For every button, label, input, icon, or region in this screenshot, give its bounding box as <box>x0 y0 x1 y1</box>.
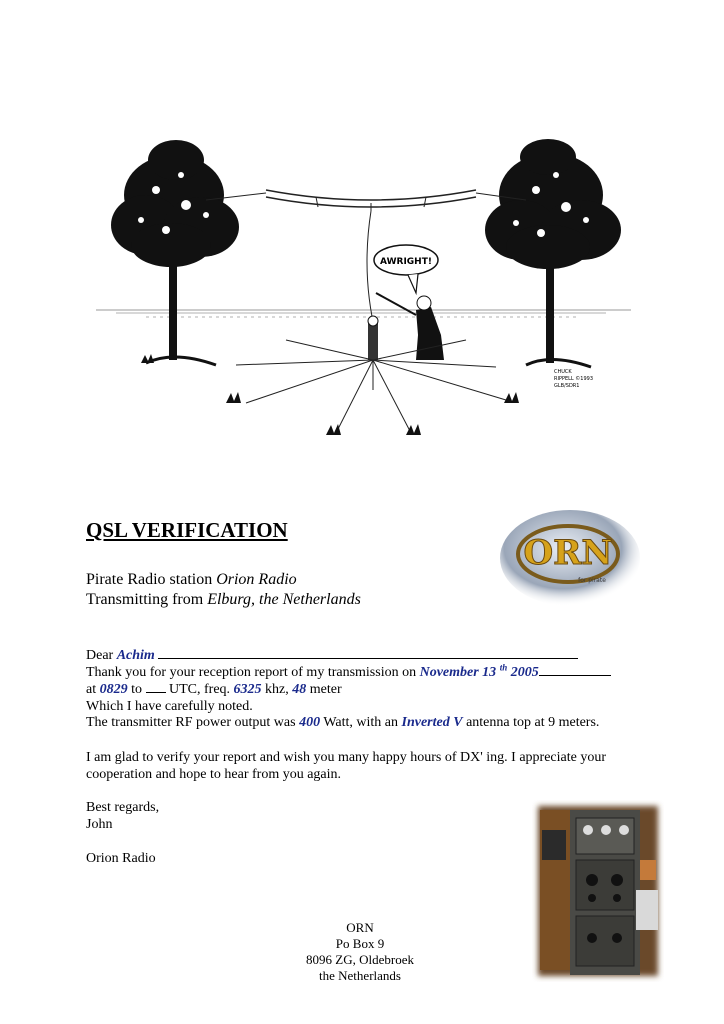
meter-band-value: 48 <box>292 682 307 697</box>
logo-subtext: for pirate <box>578 577 606 584</box>
listener-name: Achim <box>116 648 155 663</box>
reception-time: 0829 <box>99 682 128 697</box>
power-line: The transmitter RF power output was 400 Watt, with an Inverted V antenna top at 9 meters. <box>86 715 600 730</box>
footer-line: the Netherlands <box>319 968 401 983</box>
signer-name: John <box>86 817 113 832</box>
reception-date: November 13 $^{th}$ 2005 <box>419 662 539 680</box>
dear-line: Dear Achim <box>86 647 578 664</box>
footer-line: 8096 ZG, Oldebroek <box>306 952 414 967</box>
speech-bubble <box>374 245 438 293</box>
regards-line: Best regards, <box>86 800 160 815</box>
noted-line: Which I have carefully noted. <box>86 699 253 714</box>
station-signoff: Orion Radio <box>86 851 156 866</box>
right-tree <box>485 139 621 367</box>
antenna-type: Inverted V <box>401 715 463 730</box>
footer-line: ORN <box>346 920 374 935</box>
blank-underline <box>158 647 578 659</box>
left-tree <box>111 140 239 365</box>
time-freq-line: at 0829 to UTC, freq. 6325 khz, 48 meter <box>86 682 342 697</box>
verify-line-2: cooperation and hope to hear from you again. <box>86 767 342 782</box>
transmitting-line: Transmitting from Elburg, the Netherlands <box>86 591 361 608</box>
station-line: Pirate Radio station Orion Radio <box>86 571 297 588</box>
verify-line-1: I am glad to verify your report and wish you many happy hours of DX' ing. I appreciate your <box>86 750 606 765</box>
station-name: Orion Radio <box>216 571 297 588</box>
blank-underline <box>539 664 611 676</box>
man-figure <box>376 293 444 360</box>
frequency-value: 6325 <box>233 682 262 697</box>
artist-signature-line-2: RIPPELL ©1993 <box>554 376 594 382</box>
radio-equipment-photo <box>532 800 664 982</box>
artist-signature-line-1: CHUCK <box>554 369 572 375</box>
station-location: Elburg, the Netherlands <box>207 591 361 608</box>
qsl-verification-heading: QSL VERIFICATION <box>86 518 288 542</box>
artist-signature-line-3: GLB/SDR1 <box>554 383 580 389</box>
power-value: 400 <box>299 715 321 730</box>
blank-underline <box>146 681 166 693</box>
logo-orn-text: ORN <box>523 533 613 573</box>
orn-logo <box>488 496 652 616</box>
footer-address <box>290 920 430 984</box>
speech-bubble-text: AWRIGHT! <box>380 257 432 267</box>
antenna-cartoon-illustration <box>86 135 636 465</box>
footer-line: Po Box 9 <box>335 936 385 951</box>
thanks-line: Thank you for your reception report of my transmission on November 13 $^{th}$ 2005 <box>86 664 611 681</box>
